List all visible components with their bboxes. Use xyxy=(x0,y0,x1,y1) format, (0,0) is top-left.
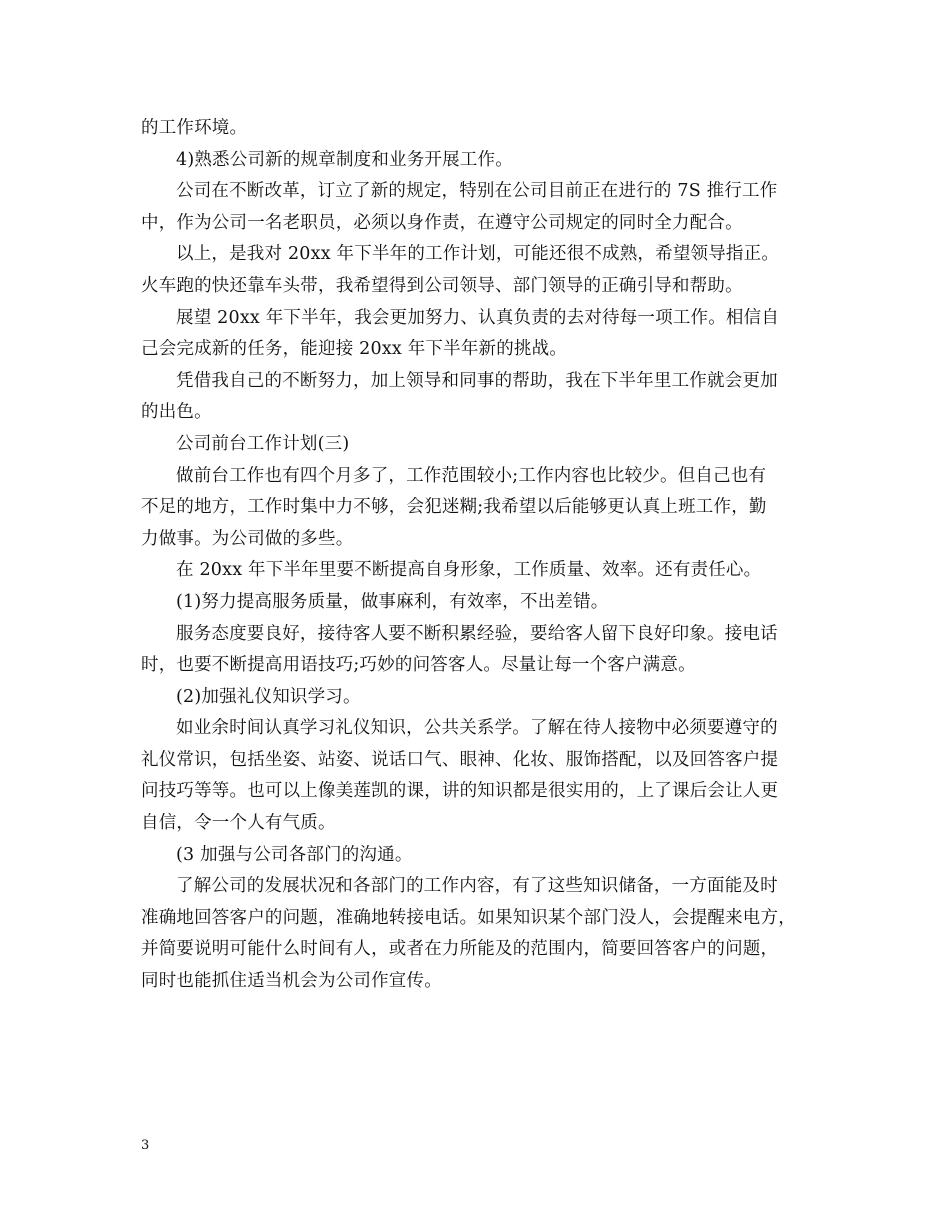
text-line: 中，作为公司一名老职员，必须以身作责，在遵守公司规定的同时全力配合。 xyxy=(141,212,743,233)
text-line: 4)熟悉公司新的规章制度和业务开展工作。 xyxy=(176,149,513,170)
text-line: 公司前台工作计划(三) xyxy=(176,433,350,454)
text-line: 火车跑的快还靠车头带，我希望得到公司领导、部门领导的正确引导和帮助。 xyxy=(141,275,743,296)
text-line: 同时也能抓住适当机会为公司作宣传。 xyxy=(141,971,442,992)
page-number: 3 xyxy=(141,1138,150,1153)
text-line: 了解公司的发展状况和各部门的工作内容，有了这些知识储备，一方面能及时 xyxy=(176,876,778,897)
text-line: 问技巧等等。也可以上像美莲凯的课，讲的知识都是很实用的，上了课后会让人更 xyxy=(141,781,779,802)
text-line: 的出色。 xyxy=(141,402,212,423)
text-line: 在 20xx 年下半年里要不断提高自身形象，工作质量、效率。还有责任心。 xyxy=(176,560,762,581)
text-line: 的工作环境。 xyxy=(141,118,248,138)
text-line: 礼仪常识，包括坐姿、站姿、说话口气、眼神、化妆、服饰搭配，以及回答客户提 xyxy=(141,749,779,770)
text-line: 己会完成新的任务，能迎接 20xx 年下半年新的挑战。 xyxy=(141,339,568,360)
text-line: 时，也要不断提高用语技巧;巧妙的问答客人。尽量让每一个客户满意。 xyxy=(141,655,696,676)
text-line: 自信，令一个人有气质。 xyxy=(141,813,336,834)
text-line: 不足的地方，工作时集中力不够，会犯迷糊;我希望以后能够更认真上班工作，勤 xyxy=(141,497,767,518)
text-line: (2)加强礼仪知识学习。 xyxy=(176,686,361,707)
text-line: 并简要说明可能什么时间有人，或者在力所能及的范围内，简要回答客户的问题， xyxy=(141,939,779,960)
text-line: 如业余时间认真学习礼仪知识，公共关系学。了解在待人接物中必须要遵守的 xyxy=(176,718,778,739)
text-line: 以上，是我对 20xx 年下半年的工作计划，可能还很不成熟，希望领导指正。 xyxy=(176,244,780,265)
text-line: 准确地回答客户的问题，准确地转接电话。如果知识某个部门没人，会提醒来电方， xyxy=(141,907,796,928)
text-line: 公司在不断改革，订立了新的规定，特别在公司目前正在进行的 7S 推行工作 xyxy=(176,181,778,202)
text-line: 凭借我自己的不断努力，加上领导和同事的帮助，我在下半年里工作就会更加 xyxy=(176,370,778,391)
text-line: 服务态度要良好，接待客人要不断积累经验，要给客人留下良好印象。接电话 xyxy=(176,623,778,644)
text-line: 做前台工作也有四个月多了，工作范围较小;工作内容也比较少。但自己也有 xyxy=(176,465,767,486)
document-body xyxy=(141,113,816,998)
text-line: 展望 20xx 年下半年，我会更加努力、认真负责的去对待每一项工作。相信自 xyxy=(176,307,780,328)
text-line: (3 加强与公司各部门的沟通。 xyxy=(176,844,413,865)
text-line: 力做事。为公司做的多些。 xyxy=(141,528,354,549)
text-line: (1)努力提高服务质量，做事麻利，有效率，不出差错。 xyxy=(176,591,609,612)
